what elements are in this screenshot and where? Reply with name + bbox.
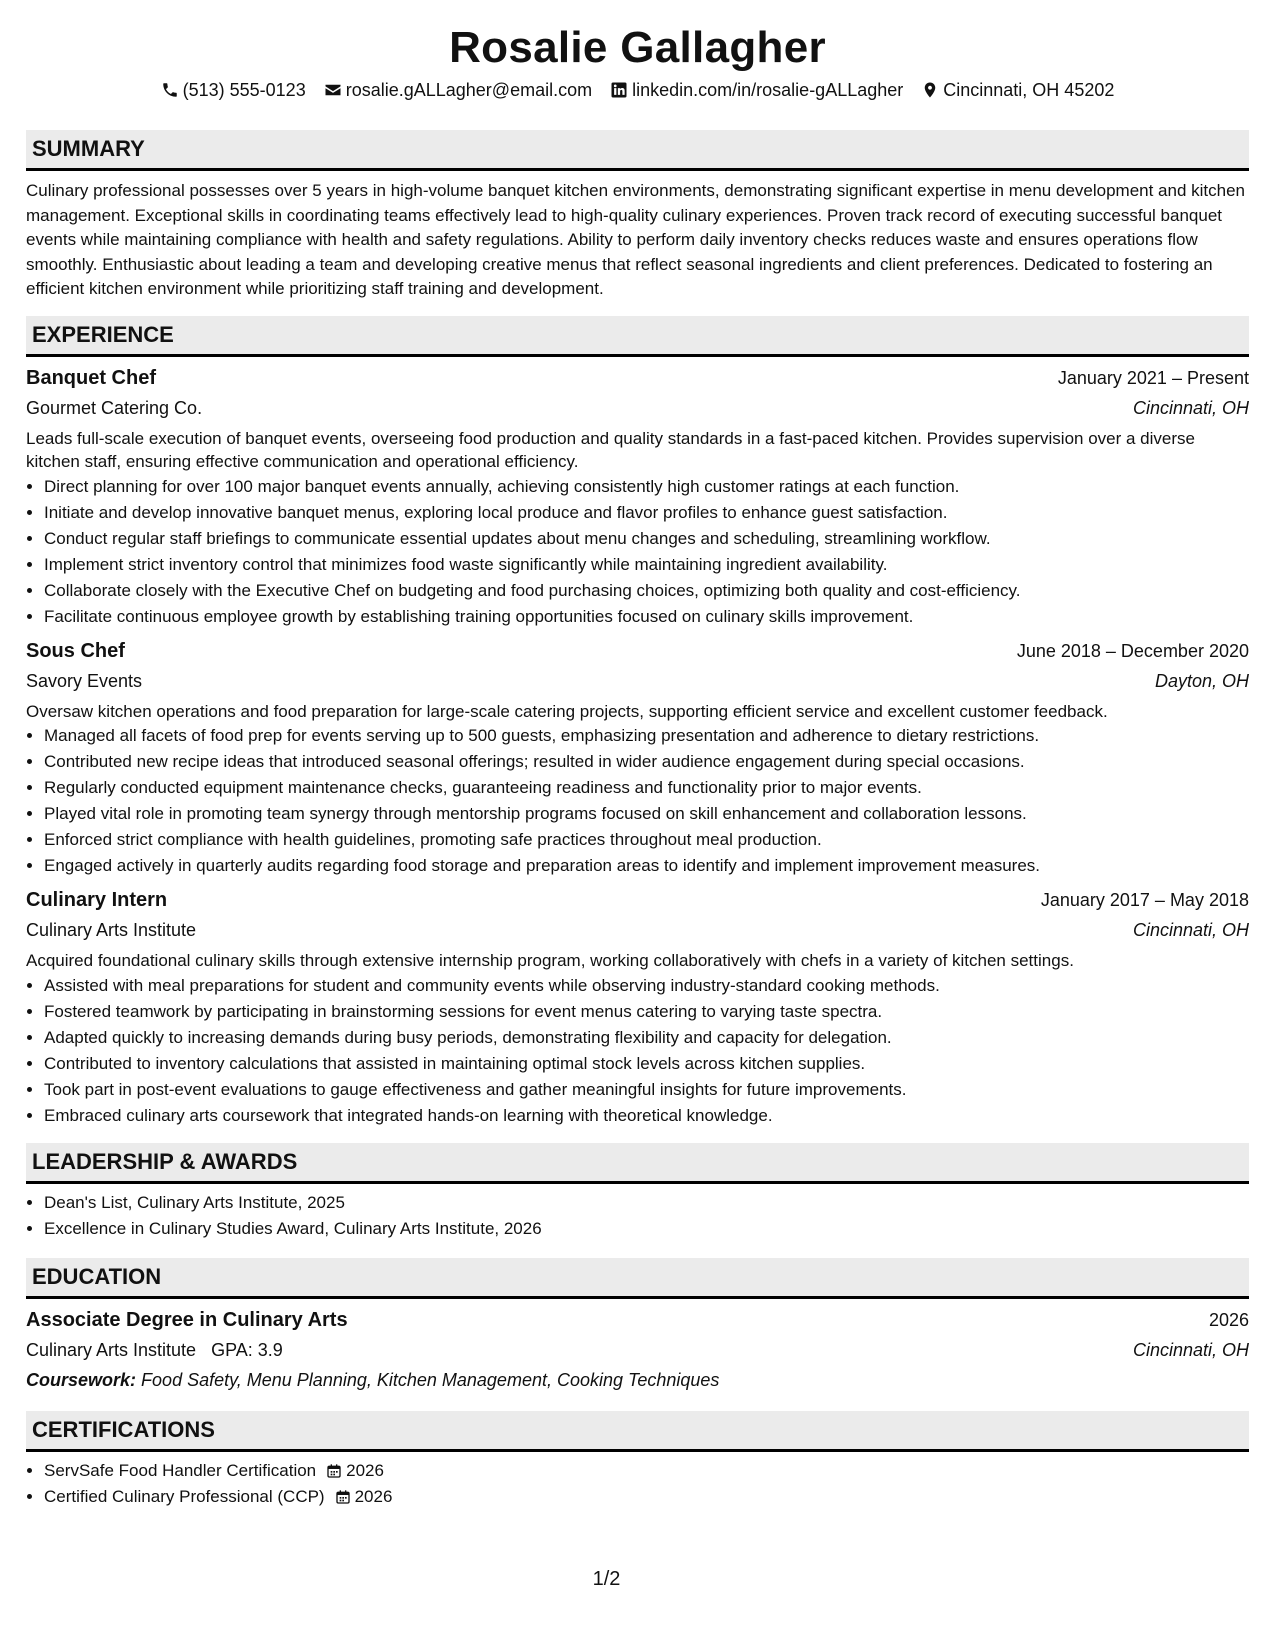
job-entry xyxy=(26,885,1249,1129)
linkedin-text: linkedin.com/in/rosalie-gALLagher xyxy=(632,79,904,100)
school-location: Cincinnati, OH xyxy=(1132,1339,1249,1360)
graduation-year: 2026 xyxy=(1208,1309,1249,1330)
calendar-icon xyxy=(326,1463,342,1479)
list-item: • Fostered teamwork by participating in brainstorming sessions for event menus catering to varying taste spectra. xyxy=(44,999,1249,1025)
list-item: • Played vital role in promoting team synergy through mentorship programs focused on skill enhancement and collaboration lessons. xyxy=(44,801,1249,827)
summary-heading: SUMMARY xyxy=(26,130,1249,171)
list-item: • Direct planning for over 100 major banquet events annually, achieving consistently high customer ratings at each function. xyxy=(44,474,1249,500)
education-heading: EDUCATION xyxy=(26,1258,1249,1299)
coursework-label: Coursework: xyxy=(26,1369,137,1390)
location-text: Cincinnati, OH 45202 xyxy=(943,79,1115,100)
job-title: Banquet Chef xyxy=(26,366,156,389)
certification-name: • ServSafe Food Handler Certification xyxy=(44,1460,317,1480)
list-item: • Facilitate continuous employee growth by establishing training opportunities focused on culinary skills improvement. xyxy=(44,604,1249,630)
list-item: • Dean's List, Culinary Arts Institute, 2025 xyxy=(44,1190,1249,1216)
awards-list xyxy=(26,1190,1249,1242)
certification-year: 2026 xyxy=(354,1486,393,1506)
phone-icon xyxy=(161,81,179,99)
list-item: • Engaged actively in quarterly audits regarding food storage and preparation areas to identify and implement improvement measures. xyxy=(44,853,1249,879)
list-item: • Managed all facets of food prep for events serving up to 500 guests, emphasizing presentation and adherence to dietary restrictions. xyxy=(44,723,1249,749)
job-company: Gourmet Catering Co. xyxy=(26,397,203,418)
job-location: Cincinnati, OH xyxy=(1132,397,1249,418)
list-item: • Initiate and develop innovative banquet menus, exploring local produce and flavor profiles to enhance guest satisfaction. xyxy=(44,500,1249,526)
contact-bar xyxy=(26,78,1249,102)
job-bullets xyxy=(26,723,1249,879)
job-description: Acquired foundational culinary skills through extensive internship program, working collaboratively with chefs in a variety of kitchen settings. xyxy=(26,951,1074,970)
contact-phone xyxy=(161,80,306,101)
list-item: • Contributed to inventory calculations that assisted in maintaining optimal stock levels across kitchen supplies. xyxy=(44,1051,1249,1077)
list-item: • Adapted quickly to increasing demands during busy periods, demonstrating flexibility and capacity for delegation. xyxy=(44,1025,1249,1051)
list-item: • Enforced strict compliance with health guidelines, promoting safe practices throughout meal production. xyxy=(44,827,1249,853)
list-item: • Embraced culinary arts coursework that integrated hands-on learning with theoretical knowledge. xyxy=(44,1103,1249,1129)
summary-text: Culinary professional possesses over 5 years in high-volume banquet kitchen environments, demonstrating significant expertise in menu development and kitchen management. Exceptional skills in coordinating teams effectively lead to high-quality culinary experiences. Proven track record of executing successful banquet events while maintaining compliance with health and safety regulations. Ability to perform daily inventory checks reduces waste and ensures operations flow smoothly. Enthusiastic about leading a team and developing creative menus that reflect seasonal ingredients and client preferences. Dedicated to fostering an efficient kitchen environment while prioritizing staff training and development. xyxy=(26,181,1246,298)
gpa: GPA: 3.9 xyxy=(211,1339,283,1360)
coursework-line xyxy=(26,1365,1249,1395)
job-company: Culinary Arts Institute xyxy=(26,920,197,940)
certifications-heading: CERTIFICATIONS xyxy=(26,1411,1249,1452)
job-bullets xyxy=(26,474,1249,630)
map-pin-icon xyxy=(921,81,939,99)
resume-page xyxy=(26,20,1249,1510)
experience-heading: EXPERIENCE xyxy=(26,316,1249,357)
list-item: • Collaborate closely with the Executive Chef on budgeting and food purchasing choices, optimizing both quality and cost-efficiency. xyxy=(44,578,1249,604)
certification-name: • Certified Culinary Professional (CCP) xyxy=(44,1486,325,1506)
list-item: • Conduct regular staff briefings to communicate essential updates about menu changes and scheduling, streamlining workflow. xyxy=(44,526,1249,552)
job-bullets xyxy=(26,973,1249,1129)
degree-title: Associate Degree in Culinary Arts xyxy=(26,1308,348,1331)
list-item: • Took part in post-event evaluations to gauge effectiveness and gather meaningful insights for future improvements. xyxy=(44,1077,1249,1103)
school-name: Culinary Arts Institute xyxy=(26,1339,197,1360)
list-item: • Contributed new recipe ideas that introduced seasonal offerings; resulted in wider audience engagement during special occasions. xyxy=(44,749,1249,775)
job-company: Savory Events xyxy=(26,670,143,691)
job-location: Dayton, OH xyxy=(1154,670,1249,691)
email-text: rosalie.gALLagher@email.com xyxy=(345,79,593,100)
job-dates: January 2021 – Present xyxy=(1057,367,1249,388)
list-item: • Assisted with meal preparations for student and community events while observing industry-standard cooking methods. xyxy=(44,973,1249,999)
envelope-icon xyxy=(324,81,342,99)
job-entry xyxy=(26,636,1249,880)
job-dates: January 2017 – May 2018 xyxy=(1040,890,1249,910)
job-dates: June 2018 – December 2020 xyxy=(1016,640,1249,661)
contact-linkedin[interactable] xyxy=(610,80,903,101)
contact-location xyxy=(921,80,1114,101)
job-description: Oversaw kitchen operations and food preparation for large-scale catering projects, supporting efficient service and excellent customer feedback. xyxy=(26,701,1108,721)
school-line xyxy=(26,1336,283,1365)
education-entry xyxy=(26,1305,1249,1395)
candidate-name: Rosalie Gallagher xyxy=(449,23,826,72)
certification-year: 2026 xyxy=(346,1460,384,1480)
job-entry xyxy=(26,363,1249,630)
job-location: Cincinnati, OH xyxy=(1132,920,1249,940)
list-item xyxy=(44,1458,1249,1484)
job-title: Culinary Intern xyxy=(26,889,168,911)
list-item: • Regularly conducted equipment maintenance checks, guaranteeing readiness and functionality prior to major events. xyxy=(44,775,1249,801)
page-number: 1/2 xyxy=(592,1568,621,1590)
certifications-list xyxy=(26,1458,1249,1510)
list-item: • Implement strict inventory control that minimizes food waste significantly while maintaining ingredient availability. xyxy=(44,552,1249,578)
calendar-icon xyxy=(335,1489,351,1505)
phone-text: (513) 555-0123 xyxy=(182,79,306,100)
list-item: • Excellence in Culinary Studies Award, Culinary Arts Institute, 2026 xyxy=(44,1216,1249,1242)
list-item xyxy=(44,1484,1249,1510)
leadership-heading: LEADERSHIP & AWARDS xyxy=(26,1143,1249,1184)
contact-email[interactable] xyxy=(324,80,592,101)
linkedin-icon xyxy=(610,81,628,99)
coursework-text: Food Safety, Menu Planning, Kitchen Management, Cooking Techniques xyxy=(141,1369,720,1390)
job-description: Leads full-scale execution of banquet events, overseeing food production and quality standards in a fast-paced kitchen. Provides supervision over a diverse kitchen staff, ensuring effective communication and operational efficiency. xyxy=(26,428,1195,471)
job-title: Sous Chef xyxy=(26,639,125,662)
